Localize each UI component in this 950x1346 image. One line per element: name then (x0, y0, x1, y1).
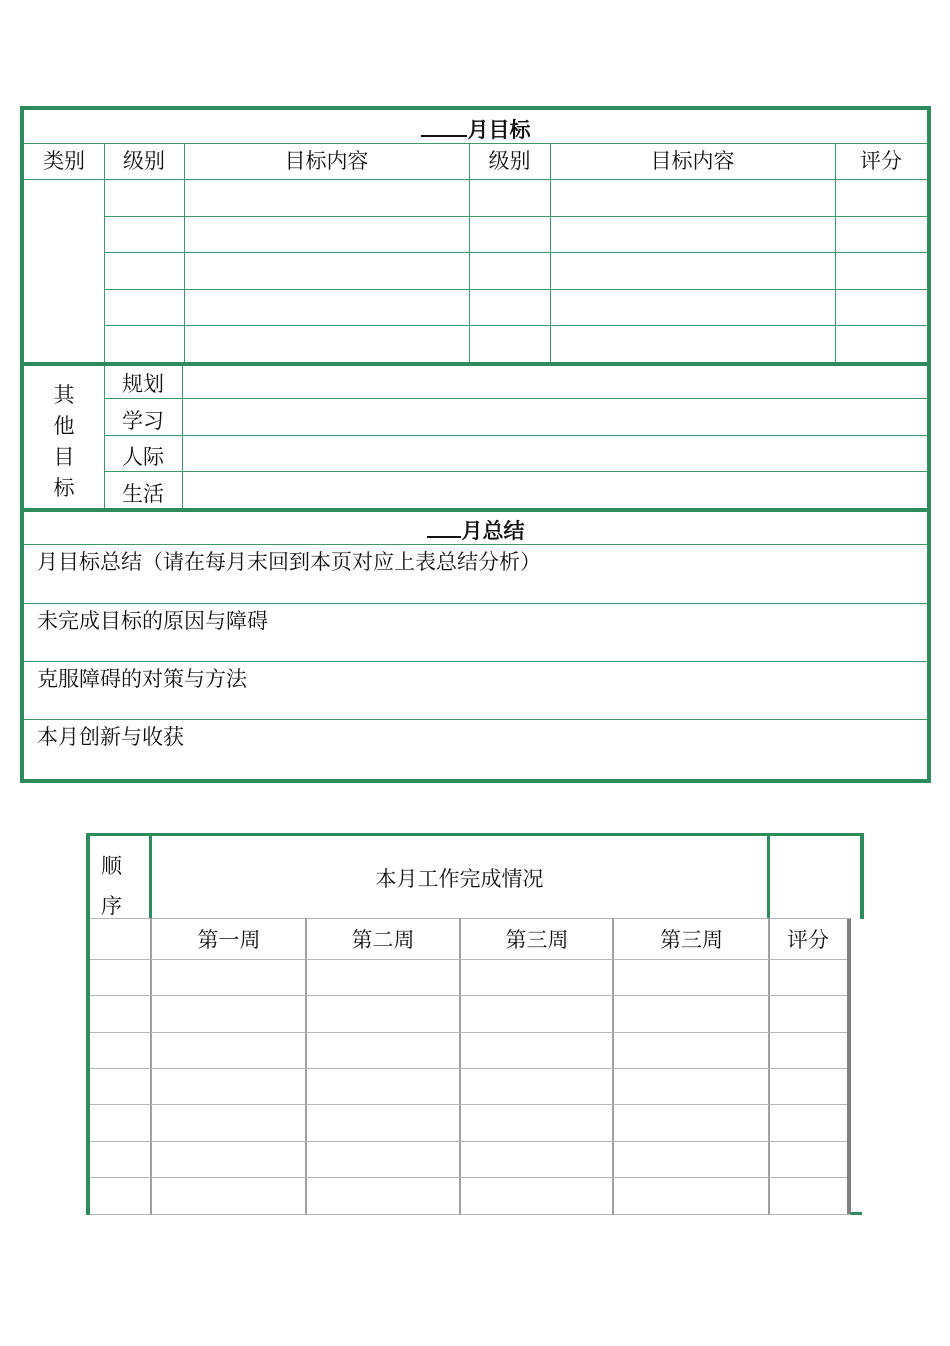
week-3-cells[interactable] (461, 960, 612, 1214)
order-column-cells[interactable] (90, 960, 150, 1214)
week-2-cells[interactable] (307, 960, 459, 1214)
goal-cell-content-1[interactable] (185, 180, 469, 362)
header-score: 评分 (860, 149, 902, 173)
week-header-3: 第三周 (505, 928, 569, 952)
goals-title: 月目标 (24, 118, 927, 142)
work-title: 本月工作完成情况 (375, 867, 544, 891)
week-header-1: 第一周 (197, 928, 261, 952)
goal-cell-level-2[interactable] (470, 180, 550, 362)
header-level-2: 级别 (488, 149, 531, 173)
order-label: 顺 序 (101, 854, 122, 918)
other-item-study: 学习 (122, 409, 164, 433)
goal-cell-score[interactable] (836, 180, 927, 362)
top-right-blank-cell[interactable] (770, 836, 860, 918)
summary-row-goal-summary[interactable]: 月目标总结（请在每月末回到本页对应上表总结分析） (37, 550, 541, 574)
work-score-header: 评分 (787, 928, 829, 952)
other-item-plan: 规划 (122, 372, 164, 396)
summary-row-innovation[interactable]: 本月创新与收获 (37, 725, 184, 749)
goal-cell-level-1[interactable] (105, 180, 184, 362)
summary-row-strategies[interactable]: 克服障碍的对策与方法 (37, 667, 247, 691)
other-cell-social[interactable] (183, 436, 927, 471)
score-column-cells[interactable] (770, 960, 847, 1214)
week-1-cells[interactable] (152, 960, 305, 1214)
header-content-2: 目标内容 (650, 149, 735, 173)
summary-month-blank[interactable] (427, 520, 461, 538)
other-cell-plan[interactable] (183, 366, 927, 398)
week-header-2: 第二周 (351, 928, 415, 952)
goals-month-blank[interactable] (421, 119, 467, 137)
goal-cell-content-2[interactable] (551, 180, 835, 362)
header-content-1: 目标内容 (284, 149, 369, 173)
week-header-4: 第三周 (660, 928, 723, 952)
other-cell-study[interactable] (183, 399, 927, 435)
summary-row-obstacles[interactable]: 未完成目标的原因与障碍 (37, 609, 268, 633)
header-level-1: 级别 (123, 149, 165, 173)
other-item-life: 生活 (122, 482, 164, 506)
header-category: 类别 (43, 149, 85, 173)
other-goals-label: 其 他 目 标 (53, 383, 75, 500)
summary-title: 月总结 (24, 519, 927, 543)
week-4-cells[interactable] (614, 960, 768, 1214)
other-cell-life[interactable] (183, 472, 927, 508)
other-item-social: 人际 (122, 445, 164, 469)
